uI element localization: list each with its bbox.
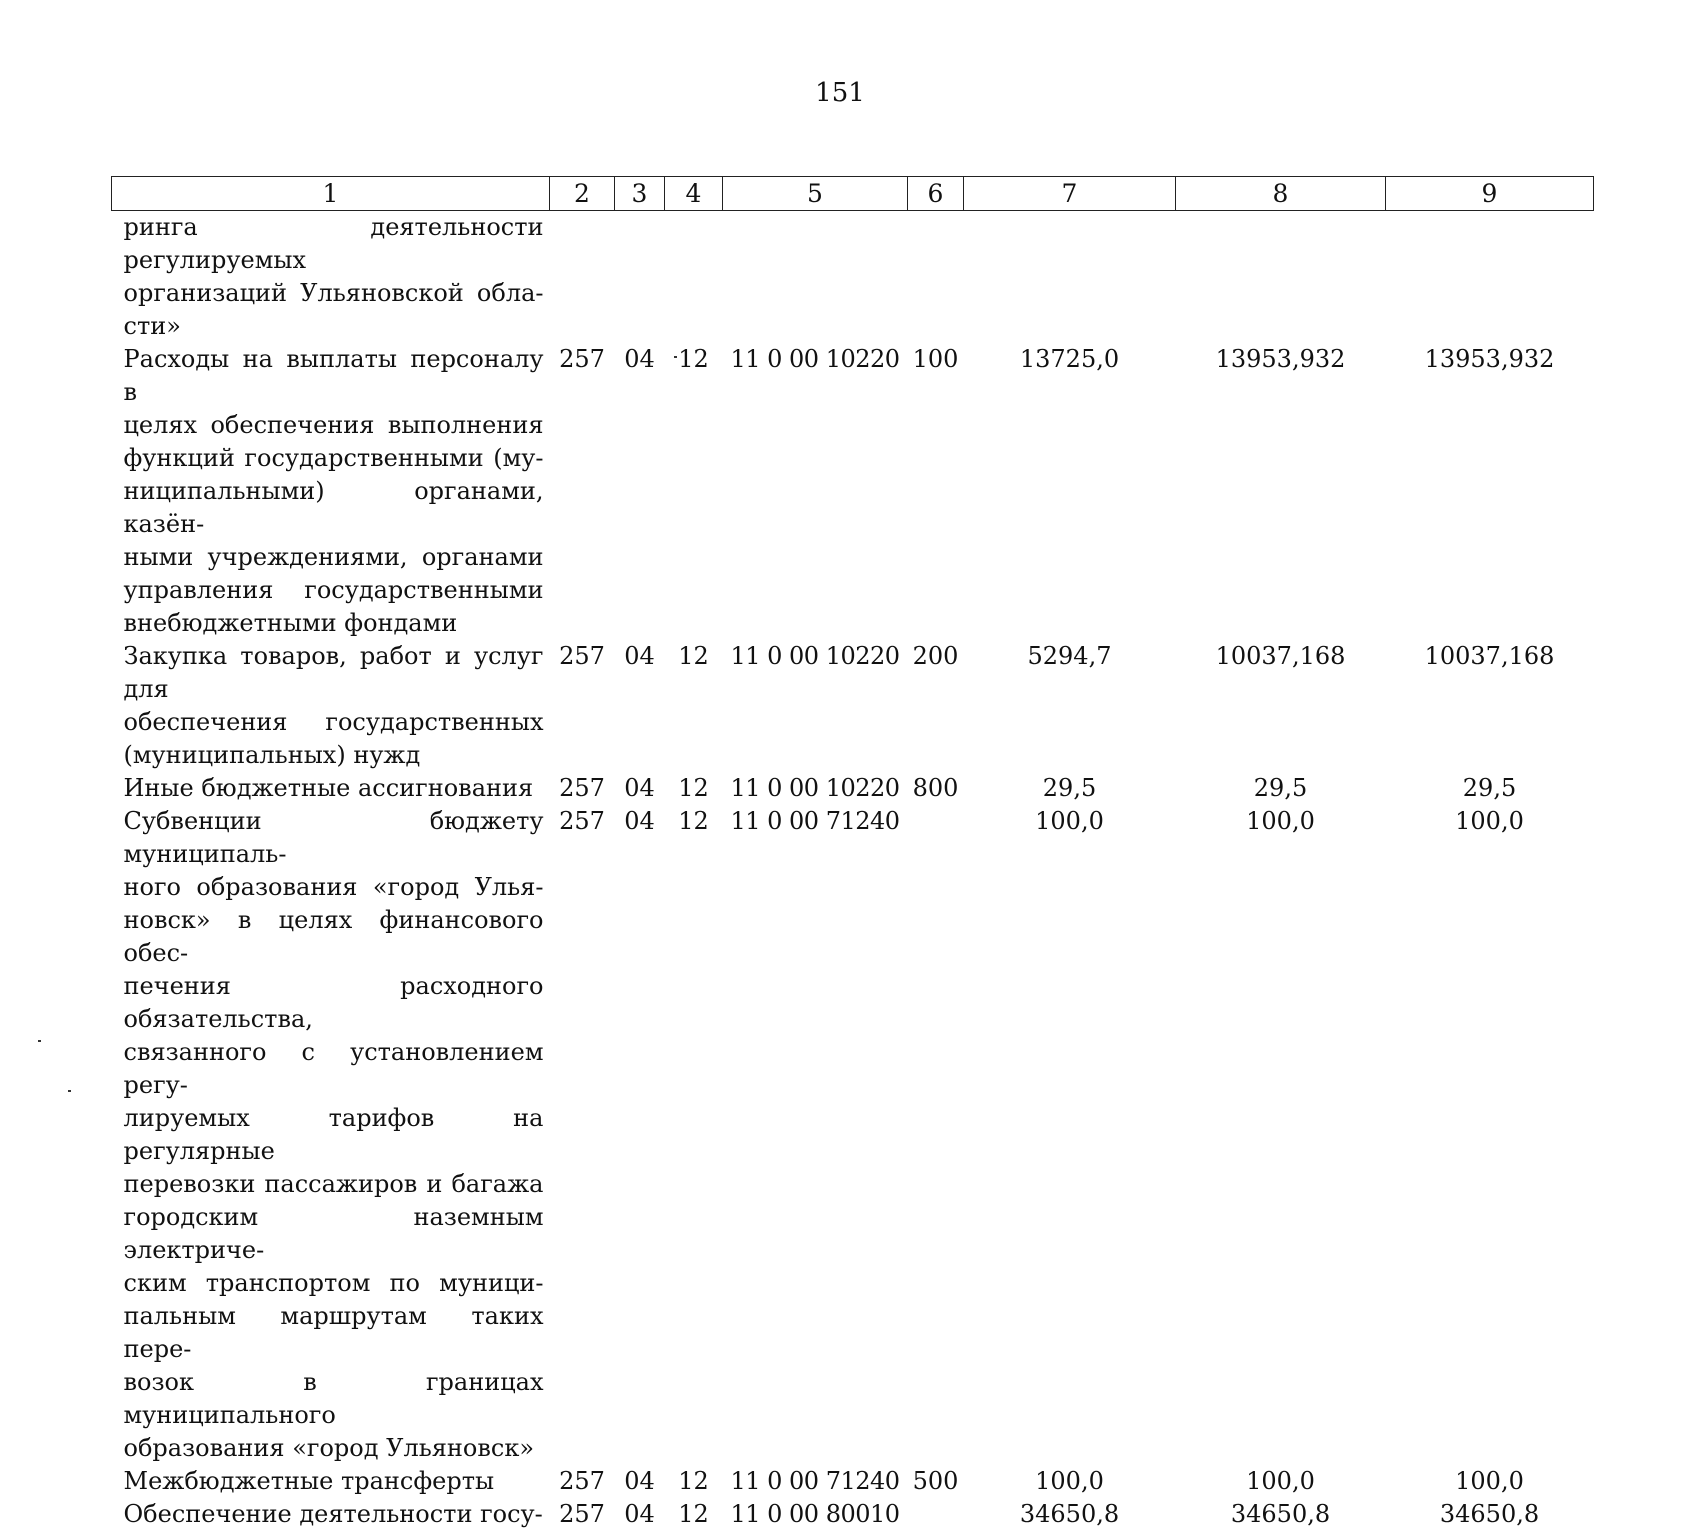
- cell-col-8: 29,5: [1176, 772, 1386, 805]
- description-line: городским наземным электриче-: [124, 1201, 544, 1267]
- description-line: Закупка товаров, работ и услуг для: [124, 640, 544, 706]
- header-col-4: 4: [665, 177, 723, 211]
- scan-speck: [674, 356, 677, 358]
- cell-col-5: 11 0 00 10220: [723, 772, 908, 805]
- cell-col-6: [908, 1498, 964, 1531]
- cell-col-5: 11 0 00 10220: [723, 640, 908, 772]
- cell-col-3: 04: [615, 1465, 665, 1498]
- cell-col-4: 12: [665, 805, 723, 1465]
- budget-table-container: [111, 176, 1593, 1531]
- cell-col-9: 100,0: [1386, 805, 1594, 1465]
- cell-col-2: 257: [550, 805, 615, 1465]
- header-col-7: 7: [964, 177, 1176, 211]
- cell-col-6: 800: [908, 772, 964, 805]
- cell-col-2: 257: [550, 343, 615, 640]
- cell-col-3: 04: [615, 1498, 665, 1531]
- cell-col-3: 04: [615, 343, 665, 640]
- description-line: внебюджетными фондами: [124, 607, 544, 640]
- cell-col-7: [964, 211, 1176, 344]
- header-col-9: 9: [1386, 177, 1594, 211]
- cell-col-2: [550, 211, 615, 344]
- cell-col-6: 100: [908, 343, 964, 640]
- description-line: ниципальными) органами, казён-: [124, 475, 544, 541]
- header-col-2: 2: [550, 177, 615, 211]
- cell-col-2: 257: [550, 1465, 615, 1498]
- cell-col-9: 34650,8: [1386, 1498, 1594, 1531]
- table-row: [112, 1465, 1594, 1498]
- cell-col-4: 12: [665, 1498, 723, 1531]
- table-header: [112, 177, 1594, 211]
- table-row: [112, 772, 1594, 805]
- header-col-3: 3: [615, 177, 665, 211]
- description-line: Субвенции бюджету муниципаль-: [124, 805, 544, 871]
- cell-col-5: 11 0 00 10220: [723, 343, 908, 640]
- cell-col-8: 10037,168: [1176, 640, 1386, 772]
- cell-col-7: 100,0: [964, 1465, 1176, 1498]
- description-line: управления государственными: [124, 574, 544, 607]
- cell-col-7: 100,0: [964, 805, 1176, 1465]
- cell-col-5: 11 0 00 80010: [723, 1498, 908, 1531]
- row-description: [112, 805, 550, 1465]
- header-row: [112, 177, 1594, 211]
- cell-col-4: [665, 211, 723, 344]
- cell-col-8: 100,0: [1176, 1465, 1386, 1498]
- table-row: [112, 211, 1594, 344]
- description-line: лируемых тарифов на регулярные: [124, 1102, 544, 1168]
- cell-col-8: 34650,8: [1176, 1498, 1386, 1531]
- description-line: функций государственными (му-: [124, 442, 544, 475]
- description-line: пальным маршрутам таких пере-: [124, 1300, 544, 1366]
- cell-col-5: 11 0 00 71240: [723, 805, 908, 1465]
- cell-col-6: 200: [908, 640, 964, 772]
- cell-col-3: 04: [615, 805, 665, 1465]
- cell-col-2: 257: [550, 640, 615, 772]
- row-description: [112, 343, 550, 640]
- cell-col-9: 13953,932: [1386, 343, 1594, 640]
- table-row: [112, 1498, 1594, 1531]
- cell-col-9: 29,5: [1386, 772, 1594, 805]
- scan-speck: [38, 1040, 41, 1042]
- row-description: [112, 772, 550, 805]
- description-line: новск» в целях финансового обес-: [124, 904, 544, 970]
- description-line: сти»: [124, 310, 544, 343]
- row-description: [112, 640, 550, 772]
- description-line: возок в границах муниципального: [124, 1366, 544, 1432]
- budget-table: [111, 176, 1594, 1531]
- cell-col-4: 12: [665, 640, 723, 772]
- cell-col-7: 13725,0: [964, 343, 1176, 640]
- scan-speck: [68, 1090, 71, 1092]
- cell-col-3: [615, 211, 665, 344]
- description-line: перевозки пассажиров и багажа: [124, 1168, 544, 1201]
- description-line: целях обеспечения выполнения: [124, 409, 544, 442]
- page-number: 151: [0, 78, 1688, 108]
- description-line: Обеспечение деятельности госу-: [124, 1498, 544, 1531]
- cell-col-6: [908, 211, 964, 344]
- cell-col-4: 12: [665, 1465, 723, 1498]
- row-description: [112, 211, 550, 344]
- cell-col-9: 10037,168: [1386, 640, 1594, 772]
- cell-col-7: 29,5: [964, 772, 1176, 805]
- cell-col-7: 5294,7: [964, 640, 1176, 772]
- description-line: Межбюджетные трансферты: [124, 1465, 544, 1498]
- row-description: [112, 1465, 550, 1498]
- description-line: ринга деятельности регулируемых: [124, 211, 544, 277]
- table-row: [112, 640, 1594, 772]
- table-row: [112, 805, 1594, 1465]
- header-col-8: 8: [1176, 177, 1386, 211]
- table-row: [112, 343, 1594, 640]
- description-line: Иные бюджетные ассигнования: [124, 772, 544, 805]
- description-line: обеспечения государственных: [124, 706, 544, 739]
- cell-col-6: [908, 805, 964, 1465]
- cell-col-8: 100,0: [1176, 805, 1386, 1465]
- cell-col-9: [1386, 211, 1594, 344]
- description-line: ским транспортом по муници-: [124, 1267, 544, 1300]
- description-line: организаций Ульяновской обла-: [124, 277, 544, 310]
- description-line: ного образования «город Улья-: [124, 871, 544, 904]
- cell-col-8: [1176, 211, 1386, 344]
- cell-col-7: 34650,8: [964, 1498, 1176, 1531]
- cell-col-4: 12: [665, 343, 723, 640]
- cell-col-2: 257: [550, 772, 615, 805]
- table-body: [112, 211, 1594, 1531]
- cell-col-3: 04: [615, 772, 665, 805]
- cell-col-4: 12: [665, 772, 723, 805]
- cell-col-8: 13953,932: [1176, 343, 1386, 640]
- description-line: Расходы на выплаты персоналу в: [124, 343, 544, 409]
- header-col-6: 6: [908, 177, 964, 211]
- cell-col-2: 257: [550, 1498, 615, 1531]
- header-col-5: 5: [723, 177, 908, 211]
- description-line: связанного с установлением регу-: [124, 1036, 544, 1102]
- header-col-1: 1: [112, 177, 550, 211]
- description-line: печения расходного обязательства,: [124, 970, 544, 1036]
- cell-col-5: [723, 211, 908, 344]
- cell-col-3: 04: [615, 640, 665, 772]
- description-line: образования «город Ульяновск»: [124, 1432, 544, 1465]
- cell-col-6: 500: [908, 1465, 964, 1498]
- description-line: ными учреждениями, органами: [124, 541, 544, 574]
- row-description: [112, 1498, 550, 1531]
- description-line: (муниципальных) нужд: [124, 739, 544, 772]
- cell-col-9: 100,0: [1386, 1465, 1594, 1498]
- cell-col-5: 11 0 00 71240: [723, 1465, 908, 1498]
